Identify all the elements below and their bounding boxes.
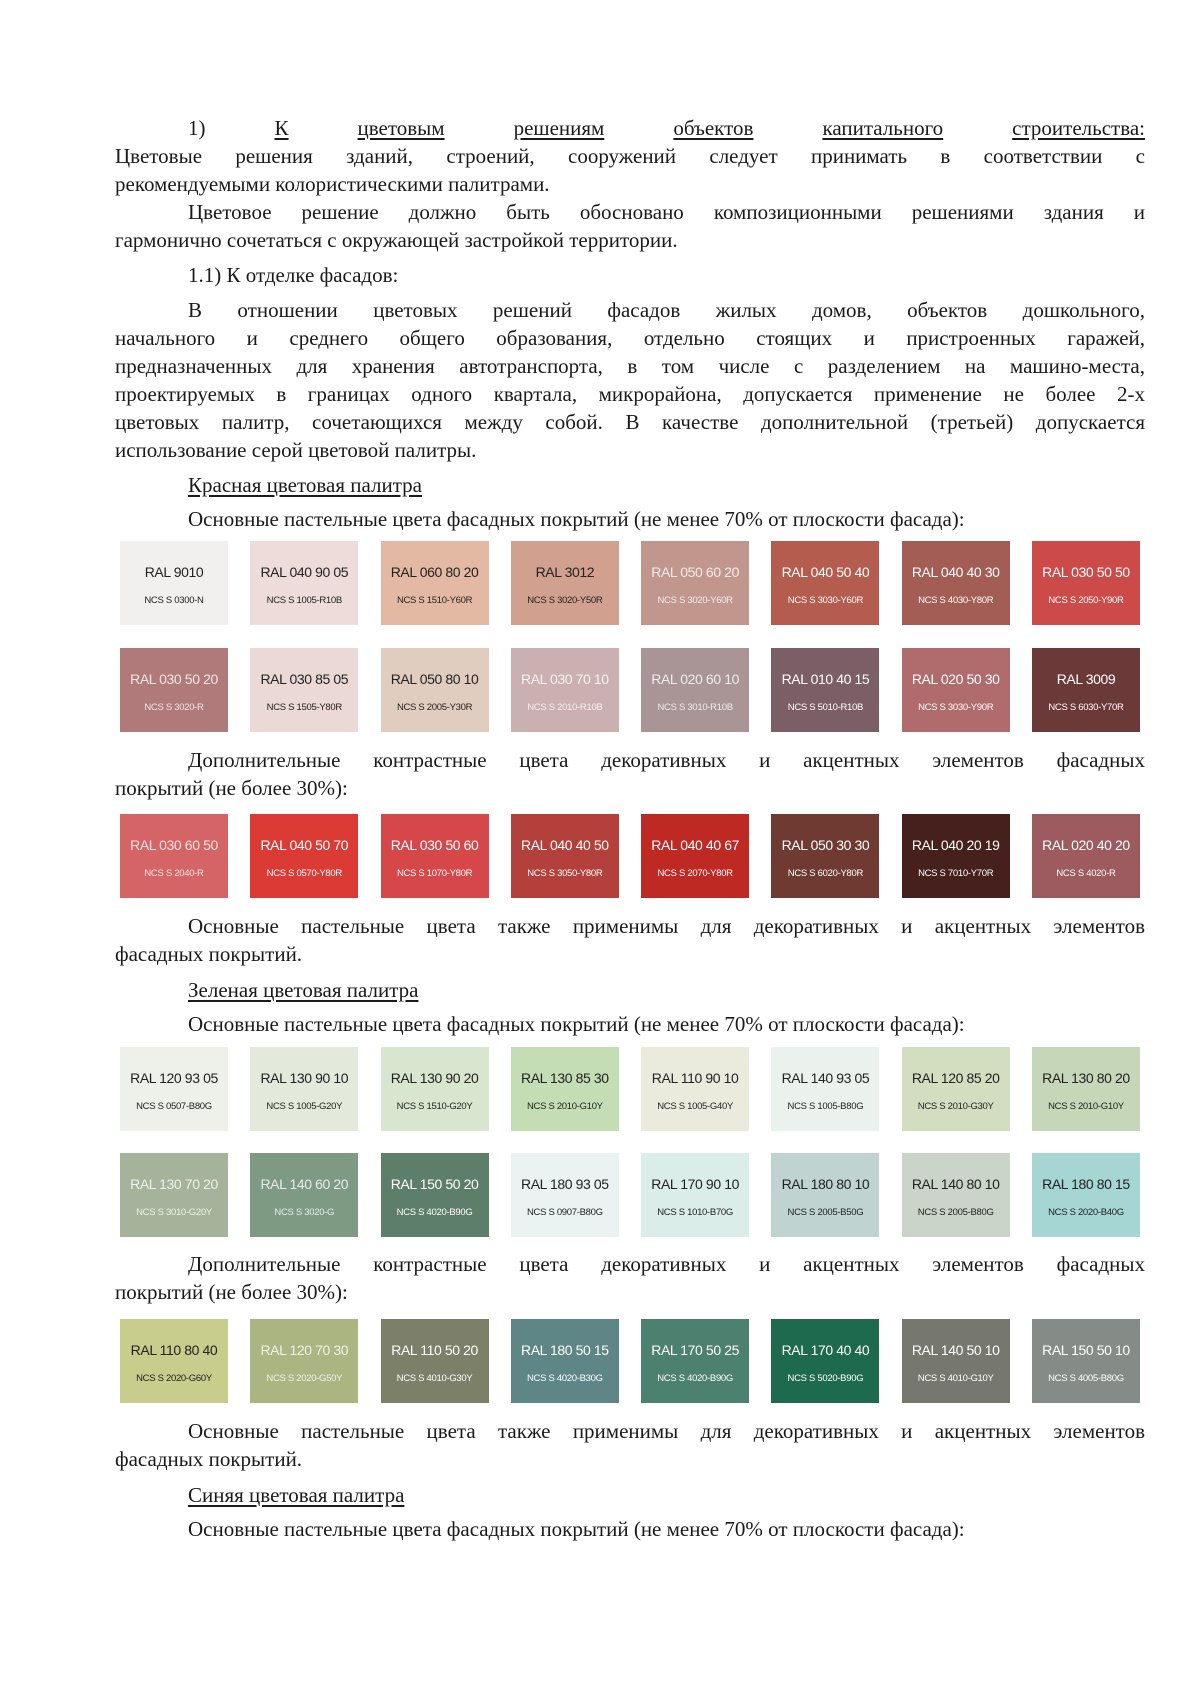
ral-code: RAL 150 50 10 <box>1042 1342 1130 1358</box>
heading-word: объектов <box>673 116 754 140</box>
ncs-code: NCS S 3020-G <box>274 1207 335 1218</box>
ral-code: RAL 130 70 20 <box>130 1176 218 1192</box>
ncs-code: NCS S 2020-G60Y <box>136 1373 212 1384</box>
color-swatch <box>641 1153 749 1237</box>
ncs-code: NCS S 3020-Y60R <box>657 595 733 606</box>
ncs-code: NCS S 6020-Y80R <box>787 868 864 879</box>
ncs-code: NCS S 2010-G30Y <box>917 1101 994 1112</box>
paragraph-line: Цветовое решение должно быть обосновано композиционными решениями здания и <box>188 200 1145 224</box>
ral-code: RAL 050 80 10 <box>390 671 479 687</box>
ral-code: RAL 120 85 20 <box>911 1070 1000 1086</box>
color-swatch <box>641 1047 749 1131</box>
color-swatch <box>1032 541 1140 625</box>
paragraph-line: цветовых палитр, сочетающихся между собой. В качестве дополнительной (третьей) допускается <box>115 410 1145 434</box>
blue-palette-title: Синяя цветовая палитра <box>188 1483 405 1507</box>
ral-code: RAL 180 50 15 <box>521 1342 609 1358</box>
paragraph-line: В отношении цветовых решений фасадов жилых домов, объектов дошкольного, <box>188 298 1145 322</box>
ncs-code: NCS S 2010-G10Y <box>526 1101 603 1112</box>
ncs-code: NCS S 1005-R10B <box>266 595 342 606</box>
note-line: фасадных покрытий. <box>115 1447 303 1471</box>
color-swatch <box>250 1153 358 1237</box>
swatch-row <box>120 648 1140 734</box>
ncs-code: NCS S 5020-B90G <box>787 1373 864 1384</box>
color-swatch <box>771 1153 879 1237</box>
color-swatch <box>250 1319 358 1403</box>
color-swatch <box>250 648 358 732</box>
color-swatch <box>120 1047 228 1131</box>
ral-code: RAL 030 60 50 <box>130 837 218 853</box>
color-swatch <box>641 814 749 898</box>
ncs-code: NCS S 4020-B90G <box>396 1207 473 1218</box>
green-main-caption: Основные пастельные цвета фасадных покрытий (не менее 70% от плоскости фасада): <box>188 1012 965 1036</box>
ral-code: RAL 130 90 20 <box>390 1070 479 1086</box>
ral-code: RAL 170 90 10 <box>651 1176 739 1192</box>
ral-code: RAL 180 80 15 <box>1042 1176 1130 1192</box>
ral-code: RAL 120 70 30 <box>260 1342 349 1358</box>
paragraph-line: начального и среднего общего образования, отдельно стоящих и пристроенных гаражей, <box>115 326 1145 350</box>
ncs-code: NCS S 2010-R10B <box>527 702 603 713</box>
ral-code: RAL 9010 <box>144 564 204 580</box>
ral-code: RAL 040 20 19 <box>911 837 1000 853</box>
ncs-code: NCS S 6030-Y70R <box>1048 702 1124 713</box>
ral-code: RAL 050 60 20 <box>651 564 739 580</box>
ncs-code: NCS S 3050-Y80R <box>527 868 603 879</box>
heading-word: цветовым <box>357 116 445 140</box>
accent-caption-line: покрытий (не более 30%): <box>115 1280 348 1304</box>
paragraph-line: гармонично сочетаться с окружающей застройкой территории. <box>115 228 678 252</box>
ncs-code: NCS S 3020-R <box>144 702 204 713</box>
ncs-code: NCS S 3020-Y50R <box>527 595 603 606</box>
blue-main-caption: Основные пастельные цвета фасадных покрытий (не менее 70% от плоскости фасада): <box>188 1517 965 1541</box>
ral-code: RAL 110 90 10 <box>651 1070 739 1086</box>
paragraph-line: проектируемых в границах одного квартала, микрорайона, допускается применение не более 2-х <box>115 382 1145 406</box>
note-line: Основные пастельные цвета также применимы для декоративных и акцентных элементов <box>188 914 1145 938</box>
ncs-code: NCS S 1005-G40Y <box>657 1101 733 1112</box>
ral-code: RAL 060 80 20 <box>390 564 479 580</box>
color-swatch <box>641 1319 749 1403</box>
color-swatch <box>771 814 879 898</box>
color-swatch <box>1032 814 1140 898</box>
ral-code: RAL 170 50 25 <box>651 1342 739 1358</box>
ral-code: RAL 140 80 10 <box>911 1176 1000 1192</box>
note-line: Основные пастельные цвета также применимы для декоративных и акцентных элементов <box>188 1419 1145 1443</box>
color-swatch <box>381 1047 489 1131</box>
ncs-code: NCS S 4005-B80G <box>1048 1373 1124 1384</box>
ncs-code: NCS S 3010-G20Y <box>136 1207 212 1218</box>
ncs-code: NCS S 0570-Y80R <box>266 868 342 879</box>
ncs-code: NCS S 3030-Y90R <box>918 702 994 713</box>
color-swatch <box>120 541 228 625</box>
ral-code: RAL 3012 <box>535 564 595 580</box>
ral-code: RAL 030 70 10 <box>521 671 609 687</box>
color-swatch <box>771 541 879 625</box>
color-swatch <box>381 1153 489 1237</box>
ral-code: RAL 150 50 20 <box>390 1176 479 1192</box>
color-swatch <box>902 1153 1010 1237</box>
ncs-code: NCS S 5010-R10B <box>787 702 864 713</box>
ncs-code: NCS S 0300-N <box>144 595 204 606</box>
ral-code: RAL 050 30 30 <box>781 837 870 853</box>
color-swatch <box>641 541 749 625</box>
heading-number: 1) <box>188 116 206 140</box>
ral-code: RAL 020 40 20 <box>1042 837 1130 853</box>
ral-code: RAL 010 40 15 <box>781 671 870 687</box>
ncs-code: NCS S 1005-B80G <box>787 1101 864 1112</box>
heading-word: капитального <box>822 116 944 140</box>
color-swatch <box>511 648 619 732</box>
ral-code: RAL 040 40 30 <box>911 564 1000 580</box>
color-swatch <box>771 1047 879 1131</box>
ral-code: RAL 020 60 10 <box>651 671 739 687</box>
ncs-code: NCS S 1505-Y80R <box>266 702 342 713</box>
paragraph-line: Цветовые решения зданий, строений, сооружений следует принимать в соответствии с <box>115 144 1145 168</box>
ncs-code: NCS S 2020-G50Y <box>266 1373 343 1384</box>
color-swatch <box>511 1319 619 1403</box>
ncs-code: NCS S 4010-G30Y <box>396 1373 473 1384</box>
paragraph-line: использование серой цветовой палитры. <box>115 438 477 462</box>
ncs-code: NCS S 2020-B40G <box>1048 1207 1124 1218</box>
ral-code: RAL 130 90 10 <box>260 1070 349 1086</box>
ncs-code: NCS S 1510-Y60R <box>396 595 473 606</box>
swatch-row <box>120 541 1140 627</box>
color-swatch <box>641 648 749 732</box>
color-swatch <box>1032 648 1140 732</box>
red-palette-title: Красная цветовая палитра <box>188 473 422 497</box>
swatch-row <box>120 1319 1140 1405</box>
color-swatch <box>902 541 1010 625</box>
ncs-code: NCS S 2010-G10Y <box>1048 1101 1124 1112</box>
color-swatch <box>120 648 228 732</box>
ral-code: RAL 180 80 10 <box>781 1176 870 1192</box>
ral-code: RAL 040 50 40 <box>781 564 870 580</box>
ral-code: RAL 130 85 30 <box>521 1070 609 1086</box>
color-swatch <box>381 1319 489 1403</box>
ncs-code: NCS S 0507-B80G <box>136 1101 212 1112</box>
ral-code: RAL 130 80 20 <box>1042 1070 1130 1086</box>
color-swatch <box>902 648 1010 732</box>
ncs-code: NCS S 2070-Y80R <box>657 868 733 879</box>
ral-code: RAL 140 50 10 <box>911 1342 1000 1358</box>
heading-word: К <box>274 116 289 140</box>
ncs-code: NCS S 4010-G10Y <box>917 1373 994 1384</box>
ncs-code: NCS S 4020-R <box>1056 868 1116 879</box>
color-swatch <box>902 1047 1010 1131</box>
ral-code: RAL 110 50 20 <box>391 1342 478 1358</box>
color-swatch <box>381 648 489 732</box>
ncs-code: NCS S 1070-Y80R <box>396 868 473 879</box>
ncs-code: NCS S 4020-B90G <box>657 1373 733 1384</box>
ncs-code: NCS S 1510-G20Y <box>396 1101 473 1112</box>
ncs-code: NCS S 4030-Y80R <box>918 595 994 606</box>
ncs-code: NCS S 1005-G20Y <box>266 1101 343 1112</box>
color-swatch <box>120 1319 228 1403</box>
ral-code: RAL 3009 <box>1056 671 1116 687</box>
color-swatch <box>511 1047 619 1131</box>
accent-caption-line: Дополнительные контрастные цвета декоративных и акцентных элементов фасадных <box>188 1252 1145 1276</box>
ral-code: RAL 170 40 40 <box>781 1342 870 1358</box>
ncs-code: NCS S 2005-B50G <box>787 1207 864 1218</box>
paragraph-line: предназначенных для хранения автотранспорта, в том числе с разделением на машино-места, <box>115 354 1145 378</box>
ncs-code: NCS S 0907-B80G <box>526 1207 603 1218</box>
color-swatch <box>511 814 619 898</box>
red-main-caption: Основные пастельные цвета фасадных покрытий (не менее 70% от плоскости фасада): <box>188 507 965 531</box>
color-swatch <box>771 648 879 732</box>
ral-code: RAL 040 40 50 <box>521 837 609 853</box>
color-swatch <box>771 1319 879 1403</box>
color-swatch <box>120 1153 228 1237</box>
accent-caption-line: Дополнительные контрастные цвета декоративных и акцентных элементов фасадных <box>188 748 1145 772</box>
ncs-code: NCS S 2005-Y30R <box>396 702 473 713</box>
ral-code: RAL 020 50 30 <box>911 671 1000 687</box>
ncs-code: NCS S 3030-Y60R <box>787 595 864 606</box>
color-swatch <box>250 1047 358 1131</box>
ral-code: RAL 030 50 50 <box>1042 564 1130 580</box>
ral-code: RAL 120 93 05 <box>130 1070 218 1086</box>
color-swatch <box>381 541 489 625</box>
ral-code: RAL 140 93 05 <box>781 1070 870 1086</box>
ral-code: RAL 180 93 05 <box>521 1176 609 1192</box>
accent-caption-line: покрытий (не более 30%): <box>115 776 348 800</box>
paragraph-line: рекомендуемыми колористическими палитрами. <box>115 172 550 196</box>
ral-code: RAL 110 80 40 <box>130 1342 218 1358</box>
ral-code: RAL 030 85 05 <box>260 671 349 687</box>
ral-code: RAL 030 50 60 <box>390 837 479 853</box>
color-swatch <box>120 814 228 898</box>
color-swatch <box>1032 1047 1140 1131</box>
section-heading <box>188 114 1145 142</box>
ncs-code: NCS S 2005-B80G <box>917 1207 994 1218</box>
green-palette-title: Зеленая цветовая палитра <box>188 978 419 1002</box>
ral-code: RAL 030 50 20 <box>130 671 218 687</box>
color-swatch <box>381 814 489 898</box>
ral-code: RAL 040 40 67 <box>651 837 739 853</box>
ral-code: RAL 040 90 05 <box>260 564 349 580</box>
color-swatch <box>902 814 1010 898</box>
ral-code: RAL 040 50 70 <box>260 837 349 853</box>
color-swatch <box>511 1153 619 1237</box>
ral-code: RAL 140 60 20 <box>260 1176 349 1192</box>
heading-word: строительства: <box>1012 116 1146 140</box>
heading-word: решениям <box>513 116 605 140</box>
color-swatch <box>250 814 358 898</box>
note-line: фасадных покрытий. <box>115 942 303 966</box>
color-swatch <box>1032 1153 1140 1237</box>
ncs-code: NCS S 7010-Y70R <box>918 868 994 879</box>
ncs-code: NCS S 1010-B70G <box>657 1207 733 1218</box>
ncs-code: NCS S 4020-B30G <box>526 1373 603 1384</box>
color-swatch <box>250 541 358 625</box>
ncs-code: NCS S 2040-R <box>144 868 204 879</box>
swatch-row <box>120 1153 1140 1239</box>
color-swatch <box>511 541 619 625</box>
sub-heading: 1.1) К отделке фасадов: <box>188 263 399 287</box>
ncs-code: NCS S 2050-Y90R <box>1048 595 1124 606</box>
swatch-row <box>120 814 1140 900</box>
color-swatch <box>902 1319 1010 1403</box>
color-swatch <box>1032 1319 1140 1403</box>
ncs-code: NCS S 3010-R10B <box>657 702 733 713</box>
swatch-row <box>120 1047 1140 1133</box>
